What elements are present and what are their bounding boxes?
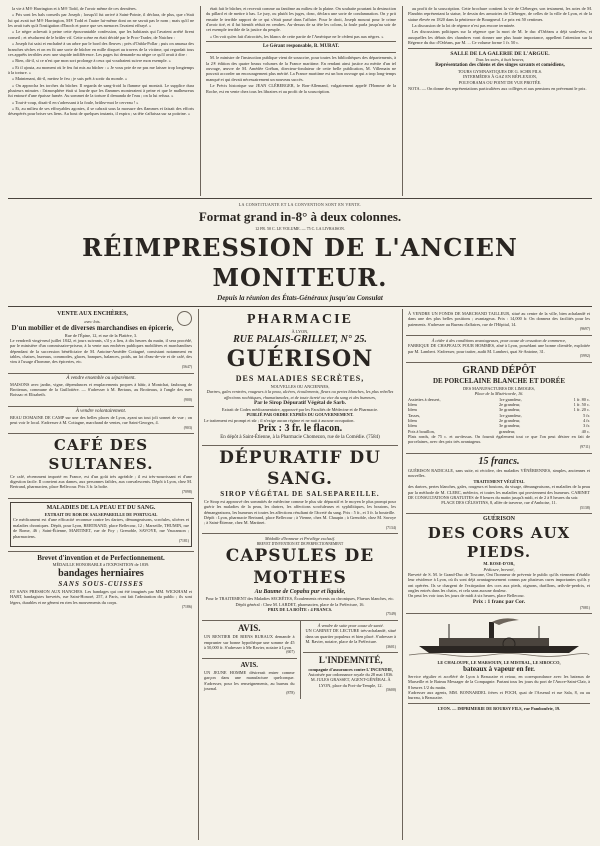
ad-number: (7584) bbox=[366, 435, 380, 441]
ad-preline: GUÉRISON bbox=[482, 516, 515, 523]
moniteur-price: 12 FR. 50 C. LE VOLUME. — 75 C. LA LIVRAISON. bbox=[255, 226, 345, 232]
price-list bbox=[408, 397, 590, 435]
price-cell: Idem bbox=[408, 418, 417, 424]
ad-depot: Dépôt : Lyon, pharmacie Bertrand, place Bellecour ; à Vienne, chez M. Chaupin ; à Grenoble, chez M. Savoye ; à Saint-Étienne, chez M. Martinet. bbox=[204, 514, 396, 526]
ad-heading: SANS SOUS-CUISSES bbox=[58, 580, 144, 589]
moniteur-preline: LA CONSTITUANTE ET LA CONVENTION SONT EN VENTE. bbox=[238, 202, 362, 207]
ad-depot: Dépôt général : Chez M. LARDET, pharmacien, place de la Préfecture, 16. bbox=[235, 601, 365, 607]
column-divider bbox=[200, 6, 201, 196]
ad-body: UN CABINET DE LECTURE très-achalandé, situé dans un quartier populeux et bien placé. S'adresser à M. Ravier, notaire, place de la Préfecture. bbox=[305, 628, 396, 645]
gerant-line: Le Gérant responsable, B. MURAT. bbox=[262, 44, 340, 50]
ad-preline: BREVET D'INVENTION ET DE PERFECTIONNEMENT bbox=[256, 541, 344, 546]
ad-subtitle: Au Baume de Copahu pur et liquide, bbox=[254, 588, 346, 595]
divider bbox=[206, 52, 396, 53]
porcelain-ad bbox=[406, 363, 592, 454]
price-cell: Tasses, bbox=[408, 412, 421, 418]
price-cell: Idem bbox=[408, 401, 417, 407]
ad-subheading: DES MALADIES SECRÈTES, bbox=[235, 373, 365, 383]
price-cell: 2e grandeur, bbox=[499, 418, 521, 424]
cafe-ad bbox=[8, 434, 194, 498]
ad-heading: D'un mobilier et de diverses marchandises en épicerie, bbox=[11, 323, 174, 332]
column-divider bbox=[402, 6, 403, 196]
ad-line: Par le Sirop Dépuratif Végétal de Sarb. bbox=[253, 399, 347, 406]
ad-number: (5647) bbox=[181, 364, 192, 369]
ad-title: Brevet d'invention et de Perfectionnement. bbox=[37, 553, 165, 562]
ad-number: (903) bbox=[183, 425, 192, 430]
job-ad bbox=[202, 659, 297, 699]
ad-address: Rue de l'Épine, 12, et rue de la Platière, 3. bbox=[64, 332, 138, 338]
ad-subtitle: DES MANUFACTURES DE LIMOGES, bbox=[462, 385, 536, 391]
ad-body: Pour le TRAITEMENT des Maladies SECRÈTES, Écoulements récents ou chroniques, Flueurs blanches, etc. bbox=[205, 596, 395, 602]
ad-subtitle: bateaux à vapeur en fer. bbox=[463, 665, 535, 674]
ad-body: Ce Sirop est approuvé des sommités de médecine comme le plus sûr dépuratif et le moyen le plus prompt pour guérir les maladies de la peau, les dartres, les affections scrofuleuses et syphilitiques, les boutons, les démangeaisons, les humeurs et toutes les affections résultant de l'âcreté du sang. Prix : 5 fr., et 3 fr. la bouteille. bbox=[204, 498, 396, 515]
ad-body: UN RENTIER DE BIENS RURAUX demande à emprunter sur bonne hypothèque une somme de 45 à 50,000 fr. S'adresser à Me Ravier, notaire à Lyon. bbox=[204, 634, 295, 651]
ad-author: Pédicure, breveté, bbox=[483, 566, 515, 572]
ad-title: À vendre volontairement. bbox=[75, 408, 127, 414]
ad-title: 15 francs. bbox=[478, 455, 520, 467]
capsules-ad bbox=[202, 534, 398, 621]
ad-title: À vendre de suite pour cause de santé. bbox=[317, 623, 384, 629]
price-cell: 5 fr. bbox=[583, 412, 590, 418]
ad-title: DÉPURATIF DU SANG. bbox=[219, 447, 381, 489]
ad-title: L'INDEMNITÉ, bbox=[318, 655, 383, 666]
ad-body: GUÉRISON RADICALE, sans suite, ni récidive, des maladies VÉNÉRIENNES, simples, anciennes et nouvelles. bbox=[408, 468, 590, 479]
article-paragraph: au profit de la souscription. Cette brochure contient la vie de Cléberger, son testament, les actes de M. Flandrin représentant la statue, le dessin des armoiries de Cléberger, de celles de la ville de Lyon, et de la statue élevée en 1820 dans la pénitence de Bourgneuf. Le prix est 50 centimes. bbox=[408, 6, 592, 22]
ad-subtitle: EXTRAIT DU ROB DE SALSEPAREILLE DE PORTUGAL bbox=[44, 512, 158, 518]
article-paragraph: « On voit qu'en fait d'atrocités, les blancs de cette partie de l'Amérique ne le cèdent pas aux nègres. » bbox=[210, 33, 384, 39]
column-divider bbox=[300, 621, 301, 699]
ad-title: CAFÉ DES SULTANES. bbox=[48, 436, 154, 474]
treatment-ad bbox=[406, 454, 592, 515]
property-sale-ad bbox=[8, 374, 194, 407]
ad-body: Breveté de S. M. le Grand-Duc de Toscane, Ont l'honneur de prévenir le public qu'ils viennent d'établir leur résidence à Lyon, où ils sont déjà avantageusement connus par plusieurs cures importantes qu'ils y ont opérées. Ils se chargent de l'extirpation des cors aux pieds, oignons, durillons, œils-de-perdrix, et ongles entrés dans les chairs, et cela sans aucune douleur. bbox=[408, 572, 590, 594]
ad-title: VENTE AUX ENCHÈRES, bbox=[57, 311, 128, 317]
top-column-1 bbox=[8, 6, 194, 196]
auction-ad bbox=[8, 309, 194, 374]
ad-body: ET SANS PRESSION AUX HANCHES. Les bandages qui ont été imaginés par MM. WICKHAM et HART, bandagistes brevetés, rue Saint-Honoré, 257, à Paris, ont fait l'admiration du public ; ils sont légers, durables et ne gênent en rien les mouvements du corps. bbox=[10, 588, 192, 605]
ad-body: Ce médicament est d'une efficacité reconnue contre les dartres, démangeaisons, scrofules, ulcères et maladies chroniques. Dépôt, pour Lyon, BERTRAND, place Bellecour, 12 ; Marseille, THUMIN, rue de Rome, 46 ; Saint-Étienne, MARTINET, rue de Foy ; Grenoble, SAVOYE, rue Vaucanson ; pharmaciens. bbox=[13, 517, 189, 539]
ad-body: Le vendredi vingt-neuf juillet 1842, et jours suivants, s'il y a lieu, à dix heures du matin, il sera procédé, par le ministère d'un commissaire-priseur, à la vente aux enchères publiques mobilières et marchandises dépendant de la succession bénéficiaire de M. Antoine-Amédée Cottagné, consistant notamment en tables, chaises, bureaux, commodes, glaces, banques, balances, poids, un lot d'eau-de-vie et de café, des vins à l'usage d'homme, des épiceries, etc. bbox=[10, 337, 192, 365]
top-column-2 bbox=[206, 6, 396, 196]
ad-body: Plats ronds, de 75 c. et au-dessus. On fournit également tout ce que l'on peut désirer en fait de porcelaines, avec des prix très avantageux. bbox=[408, 434, 590, 445]
divider bbox=[408, 48, 592, 49]
ad-number: (900) bbox=[183, 397, 192, 402]
ad-price: Prix : 3 fr. le flacon. bbox=[257, 422, 343, 434]
ad-address: On peut les voir tous les jours de midi à six heures, place Bellecour. bbox=[408, 593, 525, 599]
ad-number: (7181) bbox=[178, 538, 189, 543]
pharmacy-ad bbox=[202, 309, 398, 446]
depot-text: En dépôt à Saint-Étienne, à la Pharmacie Chomezon, rue de la Comédie. bbox=[220, 435, 366, 441]
salle-line: Représentation des chiens et des singes savants et comédiens, bbox=[435, 62, 565, 68]
newspaper-page bbox=[8, 6, 592, 840]
article-paragraph: Les discussions politiques sur la régence que la mort de M. le duc d'Orléans a déjà soulevées, et auxquelles les débats des chambres vont donner une plus haute importance, appellent l'attention sur la Régence du duc d'Orléans, par M. ... Ce volume forme 1 fr. 50 c. bbox=[408, 29, 592, 46]
article-paragraph: La discussion de la loi de régence n'est pas encore terminée. bbox=[412, 23, 516, 29]
seal-stamp bbox=[177, 311, 192, 326]
reading-room-ad bbox=[303, 621, 398, 653]
depuratif-ad bbox=[202, 446, 398, 535]
ad-price: Prix : 1 franc par Cor. bbox=[472, 598, 526, 605]
ad-address: Place de la Miséricorde, 16. bbox=[474, 391, 524, 397]
salle-subtitle: Tous les soirs, à huit heures, bbox=[475, 57, 525, 63]
ad-body: Service régulier et accéléré de Lyon à Beaucaire et retour, en correspondance avec les bateaux de Marseille et le Bateau Messager de la Compagnie. Partant tous les jours du port de l'Ancre-Saint-Clair, à 8 heures 1/2 du matin. bbox=[408, 673, 590, 690]
article-paragraph: Le Précis historique sur JEAN CLÉBERGER, le Bon-Allemand, vulgairement appelé l'Homme de la Roche, est en vente chez tous les libraires et au profit de la souscription. bbox=[206, 83, 396, 94]
ad-title: GRAND DÉPÔT bbox=[462, 364, 536, 376]
ad-subtitle: MÉDAILLE HONORABLE à l'EXPOSITION de 1839. bbox=[52, 562, 150, 568]
ad-number: (5992) bbox=[579, 353, 590, 358]
price-cell: 2e grandeur, bbox=[499, 401, 521, 407]
ad-subheading: NOUVELLES OU ANCIENNES, bbox=[270, 383, 330, 389]
ad-line: Extrait de Codex médicamentaire, approuvé par les Facultés de Médecine et de Pharmacie. bbox=[221, 406, 379, 412]
article-paragraph: « Et, au milieu de ses effroyables agonies, il se cabrait sous la morsure des flammes et faisait des efforts désespérés pour briser ses liens. Au bout de quelques instants, il expira ; sa tête s'affaissa sur sa poitrine. » bbox=[8, 106, 194, 117]
ad-body: UN JEUNE HOMME désirerait entrer comme garçon dans une manufacture quelconque. S'adresser, pour les renseignements, au bureau du journal. bbox=[204, 669, 295, 691]
article-paragraph: « Pris sont les bals conseils par Joseph ; lorsqu'il fut arrivé à Saint-Pointe, il déclara, de plus, que c'était lui qui avait tué M® Harrington, M® Todd et l'autre lui-même dont on ne savait pas le nom ; mais qu'il ne les avait tués qu'à l'instigation d'Enoch et parce que ses menaces l'avaient effrayé. » bbox=[8, 12, 194, 29]
moniteur-subtitle: Depuis la réunion des États-Généraux jusqu'au Consulat bbox=[217, 294, 383, 303]
price-cell: 3 fr. bbox=[583, 423, 590, 429]
article-paragraph: M. le ministre de l'instruction publique vient de souscrire, pour toutes les bibliothèques des départements, à la 2® édition des quatre beaux volumes de la France maritime. En rendant ainsi justice au mérite d'un tel ouvrage, œuvre de M. Amédée Gréhan, directeur-fondateur de cette belle publication, M. Villemain ne pouvait accorder un encouragement plus mérité. La France maritime est un bon ouvrage qui a trop long-temps manqué et qui devait nécessairement un nouveau succès. bbox=[206, 55, 396, 82]
small-ads-left bbox=[202, 621, 297, 699]
ad-title: PHARMACIE bbox=[247, 312, 353, 327]
ad-title: LE CHALOUPE, LE MARSOUIN, LE MISTRAL, LE SIROCCO, bbox=[437, 659, 561, 665]
ad-subtitle: compagnie d'assurances contre L'INCENDIE, bbox=[308, 666, 394, 672]
ad-title: À vendre ensemble ou séparément. bbox=[66, 375, 136, 381]
ad-number: (7186) bbox=[181, 605, 192, 610]
salle-line: INTERMÈDES À GAZ EN RÉFLEXION, bbox=[462, 74, 538, 80]
price-cell: 1 fr. 50 c. bbox=[573, 401, 590, 407]
ad-agent: M. JULES GRASSET, AGENT-GÉNÉRAL À LYON, place du Port-du-Temple, 12. bbox=[310, 677, 391, 688]
skin-disease-ad bbox=[8, 499, 194, 552]
ad-title: AVIS. bbox=[237, 623, 261, 634]
article-paragraph: « Et il ajouta, au moment où le feu fut mis au bûcher : « Je vous prie de ne pas me laisser trop longtemps à la torture. » bbox=[8, 64, 194, 75]
price-cell: 40 c. bbox=[581, 428, 590, 434]
salle-title: SALLE DE LA GALERIE DE L'ARGUE. bbox=[450, 50, 550, 57]
ad-number: (9697) bbox=[579, 327, 590, 332]
price-cell: 1re grandeur, bbox=[499, 412, 522, 418]
salle-line: POLYORAMA OU POINT DE VUE PROTÉE. bbox=[458, 79, 542, 85]
tailor-shop-ad bbox=[406, 309, 592, 336]
price-cell: Pots à bouillon, bbox=[408, 428, 435, 434]
ad-number: (607) bbox=[286, 650, 295, 655]
ad-depot bbox=[204, 435, 396, 441]
price-cell: Assiettes à dessert, bbox=[408, 396, 441, 402]
article-paragraph: « Tout-à-coup, disait-il en s'adressant à la foule, brûlez-moi le cerveau ! » bbox=[12, 99, 139, 105]
small-ads-row bbox=[202, 621, 398, 699]
article-paragraph: « On approcha les torches du bûcher. Il regarda de sang-froid la flamme qui montait. Le supplice dura plusieurs minutes : l'atmosphère était si lourde que les flammes monteraient à peine et que le malheureux fut entouré d'une épaisse fumée. Au sommet de la torture il demanda de l'eau ; on la lui refusa. » bbox=[8, 82, 194, 99]
imprint: LYON. — IMPRIMERIE DE BOURSY FILS, rue Pamboufrie, 19. bbox=[437, 705, 561, 711]
ad-number: (9711) bbox=[580, 444, 590, 449]
ad-number: (5138) bbox=[579, 505, 590, 510]
ad-subtitle: DE PORCELAINE BLANCHE ET DORÉE bbox=[432, 377, 566, 386]
ad-title: MALADIES DE LA PEAU ET DU SANG. bbox=[46, 504, 156, 511]
ad-heading: bandages herniaires bbox=[58, 567, 144, 579]
ad-body: FABRIQUE DE CHAPEAUX POUR HOMMES, aîné à Lyon, possédant une bonne clientèle, exploitée par M. Lambert. S'adresser, pour traiter, audit M. Lambert, quai St-Antoine, 31. bbox=[408, 343, 590, 354]
ad-body: Autorisée par ordonnance royale du 28 mai 1836. bbox=[308, 671, 394, 677]
ad-address: S'adresser aux agents, MM. BONNARDEL frères et FOCH, quai de l'Arsenal et rue Sala, 8, ou au bureau, à Beaucaire. bbox=[408, 689, 590, 701]
salle-line: TOURS GYMNASTIQUES DE G. SCHR FILS. bbox=[457, 69, 543, 74]
column-divider bbox=[402, 309, 403, 840]
price-cell: 1 fr. 20 c. bbox=[573, 407, 590, 413]
price-cell: Idem bbox=[408, 423, 417, 429]
article-paragraph: « Maintenant, dit-il, mettez le feu ; je suis prêt à sortir du monde. » bbox=[12, 76, 128, 82]
ad-subtitle: SIROP VÉGÉTAL DE SALSEPAREILLE. bbox=[220, 490, 380, 499]
ad-number: (7081) bbox=[579, 605, 590, 610]
top-section bbox=[8, 6, 592, 198]
ad-body: MAISONS avec jardin, vigne, dépendances et emplacements propres à bâtir, à Montchat, faubourg de Brotteaux, commune de la Guillotière. — S'adresser à M. Bertaux, au Brotteaux, à l'angle des rues Boissac et Elisabeth. bbox=[10, 381, 192, 398]
ads-column-right bbox=[406, 309, 592, 840]
ad-body: Dartres, gales rentrées, rougeurs à la peau, ulcères, écoulements, fleurs ou pertes blanches, les plus rebelles affections rachitiques, rhumatismales, et de toute âcreté ou vice du sang et des humeurs, bbox=[206, 389, 394, 400]
ad-number: (7098) bbox=[181, 489, 192, 494]
price-cell: 3e grandeur, bbox=[499, 407, 521, 413]
moniteur-format: Format grand in-8° à deux colonnes. bbox=[198, 209, 402, 224]
ad-preline: Médaille d'honneur et Privilège exclusif. bbox=[264, 536, 335, 542]
section-rule bbox=[8, 306, 592, 307]
ad-number: (7549) bbox=[385, 612, 396, 617]
ad-heading: GUÉRISON bbox=[226, 346, 374, 373]
article-paragraph: était fait le bûcher, et recevait comme au fantôme au milieu de la plaine. On souhaite pourtant la destruction du pillard et de mettre à bas. Le jury, ou plutôt les juges, donc, déclara une sorte de condamnation. On y prit ensuite le terrible rapport de ce qui s'était passé dans l'affaire. Pour le droit, Joseph mourut pour le crime d'avoir tiré, et il fut bientôt réduit en cendres. Au-dessus de sa tête les colons, la foule parla jusqu'au soir de cet exemple terrible de la justice du peuple. bbox=[206, 6, 396, 33]
steamboat-ad bbox=[406, 614, 592, 714]
article-paragraph: « Joseph fut saisi et enchaîné à un arbre par le bord des fleuves ; près d'Oabla-Pollar ; puis on amassa des branches sèches et on en fit une sorte de bûcher en mille disquet au travers de la victime, qui regardait tous ces apprêts terribles avec une stupide indifférence. Les pages fut demande-au nègre ce qu'il avait à dire : bbox=[8, 41, 194, 57]
ad-title: AVIS. bbox=[240, 661, 259, 670]
ads-column-left bbox=[8, 309, 194, 840]
price-cell: 1 fr. 80 c. bbox=[573, 396, 590, 402]
price-cell: 1re grandeur, bbox=[499, 396, 522, 402]
ad-number: (3601) bbox=[385, 644, 396, 649]
price-cell: grandeur, bbox=[499, 428, 516, 434]
ad-number: (878) bbox=[286, 691, 295, 696]
ad-subtitle: avec lots. bbox=[84, 318, 101, 324]
article-paragraph: la vie à M® Harrington et à M® Todd, de l'avoir même de ces dernières. bbox=[12, 6, 137, 11]
ad-title: À céder à des conditions avantageuses, pour cause de cessation de commerce, bbox=[431, 337, 567, 343]
ad-subtitle: TRAITEMENT VÉGÉTAL bbox=[473, 478, 525, 484]
ad-body: des dartres, pertes blanches, gales, rougeurs et boutons, du visage, démangeaisons, et maladies de la peau par la méthode de M. CLERC, médecin, et toutes les maladies qui proviennent des humeurs. CABINET DE CONSULTATIONS GRATUITES de 8 heures du matin jusqu'à midi, et de 2 à 8 heures du soir. bbox=[408, 484, 590, 500]
price-cell: 3e grandeur, bbox=[499, 423, 521, 429]
moniteur-title: RÉIMPRESSION DE L'ANCIEN MONITEUR. bbox=[82, 233, 518, 293]
article-paragraph: « Le nègre achevait à peine cette épouvantable confession, que les habitants qui l'avaient arrêté firent conseil ; et résolurent de le brûler vif. Cette scène en était décidé par le Proc-Trader, de Natchez : bbox=[8, 29, 194, 40]
ad-address: RUE PALAIS-GRILLET, N° 25. bbox=[233, 333, 367, 345]
moniteur-announcement bbox=[8, 202, 592, 304]
insurance-ad bbox=[303, 653, 398, 695]
ad-author: M. ROSE-D'OR, bbox=[483, 561, 515, 567]
ad-address: PLACE DES CÉLESTINS, 8, allée de traverse, rue d'Amboise, 11. bbox=[441, 500, 557, 506]
ad-body: À VENDRE UN FONDS DE MARCHAND TAILLEUR, situé au centre de la ville, bien achalandé et dans une des plus belles positions ; avantageux. Prix : 14,000 fr. On donnera des facilités pour les paiements. S'adresser au Bureau d'affaires, rue de l'Hôpital, 14. bbox=[408, 311, 590, 327]
corns-ad bbox=[406, 514, 592, 614]
ad-number: (5600) bbox=[385, 687, 396, 692]
price-cell: 4 fr. bbox=[583, 418, 590, 424]
salle-note: NOTA. — On donne des représentations particulières aux collèges et aux pensions en prévenant le prix. bbox=[408, 86, 587, 92]
steamboat-illustration bbox=[408, 616, 590, 658]
ad-price: PRIX DE LA BOÎTE : 4 FRANCS. bbox=[267, 606, 333, 612]
bandages-ad bbox=[8, 552, 194, 613]
estate-sale-ad bbox=[8, 407, 194, 435]
column-divider bbox=[198, 309, 199, 840]
divider bbox=[408, 703, 590, 704]
section-rule bbox=[8, 198, 592, 199]
ad-body: BEAU DOMAINE DE CAMP sur une des belles places de Lyon, ayant un tout joli sonnet de vue ; on peut voir le local. S'adresser à M. Cottagne, marchand de ventes, rue Saint-Georges, 4. bbox=[10, 414, 192, 426]
divider bbox=[206, 41, 396, 42]
ad-title: DES CORS AUX PIEDS. bbox=[427, 523, 571, 561]
ad-number: (7134) bbox=[385, 525, 396, 530]
hat-factory-ad bbox=[406, 336, 592, 363]
article-paragraph: « Rien, dit-il, si ce n'est que mon sort prolonge à ceux qui voudraient suivre mon exemple. » bbox=[12, 58, 171, 64]
ad-body: Le traitement est prompt et sûr ; il n'exige aucun régime et ne nuit à aucune occupation. bbox=[204, 417, 355, 423]
ad-body: Ce café, récemment importé en France, est d'un goût très agréable ; il est très-nourrissant et d'une digestion facile. Il convient aux dames, aux personnes faibles, aux convalescents. Dépôt à Lyon, chez M. Bertrand, pharmacien, place Bellecour. Prix 3 fr. la boîte. bbox=[10, 473, 192, 490]
ad-city: À LYON, bbox=[291, 328, 309, 334]
ad-title: CAPSULES DE MOTHES bbox=[225, 546, 375, 588]
ad-line: PUBLIÉ PAR ORDRE EXPRÈS DU GOUVERNEMENT. bbox=[246, 412, 354, 418]
price-cell: Idem bbox=[408, 407, 417, 413]
avis-ad bbox=[202, 621, 297, 659]
small-ads-right bbox=[303, 621, 398, 699]
ads-column-middle bbox=[202, 309, 398, 840]
top-column-3 bbox=[408, 6, 592, 196]
